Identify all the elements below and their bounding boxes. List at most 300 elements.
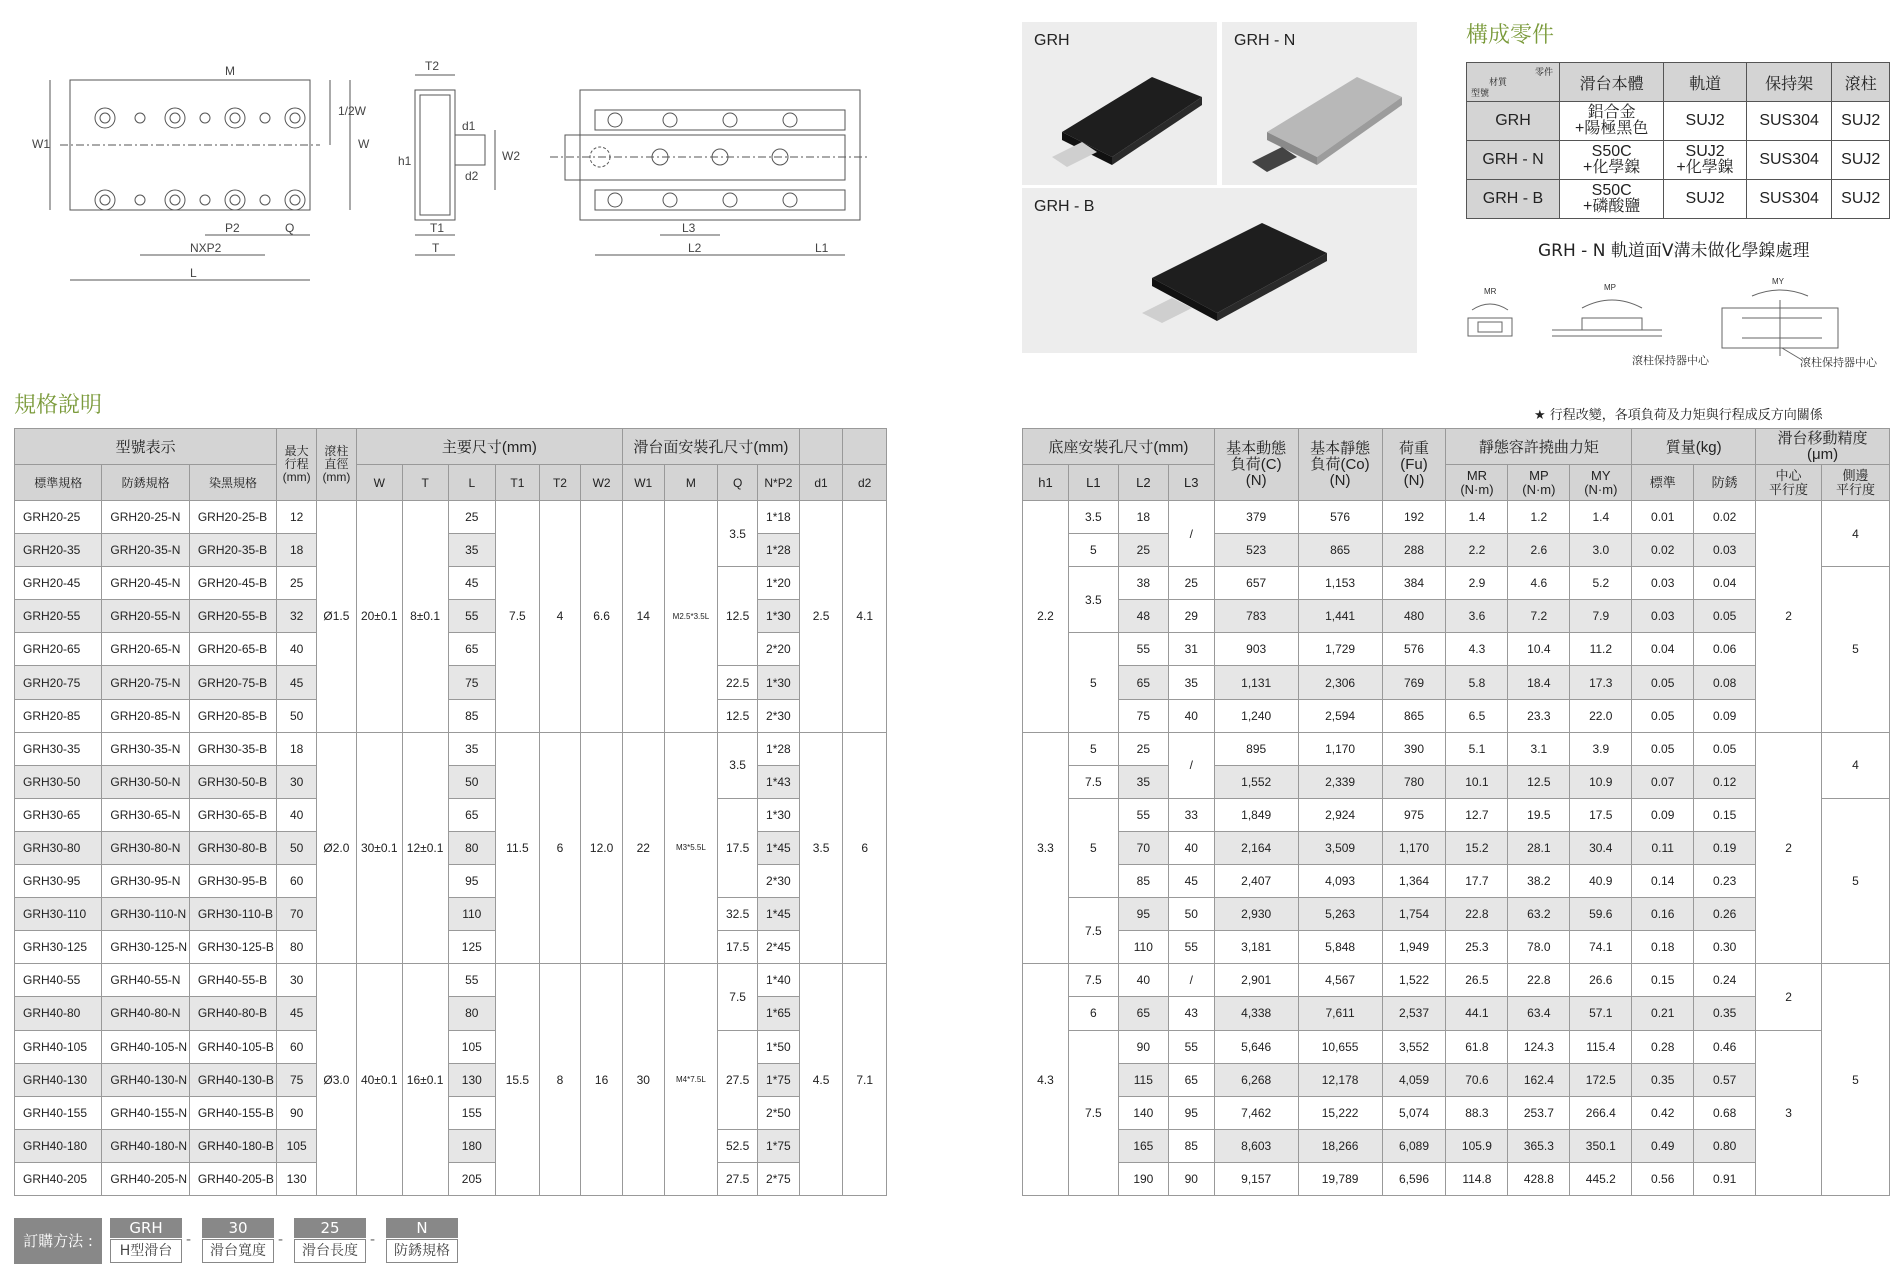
cell-L3: 40 <box>1168 831 1214 864</box>
col-header: MY (N·m) <box>1570 465 1632 501</box>
model-std: GRH30-50 <box>15 765 102 798</box>
cell-C: 1,552 <box>1214 765 1298 798</box>
stroke-cell: 12 <box>277 501 317 534</box>
cell-rust: 0.02 <box>1694 501 1756 534</box>
cell-std: 0.28 <box>1632 1030 1694 1063</box>
cell-std: 0.04 <box>1632 633 1694 666</box>
col-header: h1 <box>1023 465 1069 501</box>
cell-C: 2,407 <box>1214 865 1298 898</box>
cell-rust: 0.24 <box>1694 964 1756 997</box>
cell-center: 2 <box>1756 501 1822 733</box>
cell-M: M2.5*3.5L <box>664 501 718 733</box>
cell-L2: 25 <box>1118 732 1168 765</box>
cell-L2: 190 <box>1118 1162 1168 1195</box>
cell-L3: 85 <box>1168 1129 1214 1162</box>
cell-MY: 350.1 <box>1570 1129 1632 1162</box>
model-rust: GRH20-55-N <box>102 600 189 633</box>
cell-std: 0.42 <box>1632 1096 1694 1129</box>
cell-Q: 22.5 <box>718 666 758 699</box>
cell-L: 205 <box>448 1162 496 1195</box>
cell-side: 5 <box>1822 798 1890 963</box>
cell-MY: 115.4 <box>1570 1030 1632 1063</box>
cell-Q: 3.5 <box>718 501 758 567</box>
cell-Co: 5,848 <box>1298 931 1382 964</box>
cell-MP: 18.4 <box>1508 666 1570 699</box>
col-header: Q <box>718 465 758 501</box>
cell-L: 130 <box>448 1063 496 1096</box>
order-method <box>14 1218 474 1266</box>
cell-L3: 43 <box>1168 997 1214 1030</box>
cell-NP: 1*40 <box>758 964 800 997</box>
table-row <box>15 699 887 732</box>
table-row <box>15 898 887 931</box>
cell-rust: 0.05 <box>1694 732 1756 765</box>
components-note: GRH - N 軌道面V溝未做化學鎳處理 <box>1538 241 1810 261</box>
table-row <box>1023 732 1890 765</box>
cell-MY: 3.9 <box>1570 732 1632 765</box>
col-header: M <box>664 465 718 501</box>
model-rust: GRH20-65-N <box>102 633 189 666</box>
cell-rust: 0.08 <box>1694 666 1756 699</box>
cell-T2: 6 <box>539 732 581 964</box>
cell-MY: 266.4 <box>1570 1096 1632 1129</box>
col-header: MP (N·m) <box>1508 465 1570 501</box>
cell-d1: 2.5 <box>799 501 843 733</box>
cell-W2: 6.6 <box>581 501 623 733</box>
model-black: GRH30-125-B <box>189 931 276 964</box>
cell-NP: 1*50 <box>758 1030 800 1063</box>
order-code: N <box>386 1218 458 1238</box>
comp-header: 滑台本體 <box>1560 63 1664 102</box>
cell-MR: 88.3 <box>1446 1096 1508 1129</box>
stroke-cell: 130 <box>277 1162 317 1195</box>
table-row <box>15 567 887 600</box>
col-header: MR (N·m) <box>1446 465 1508 501</box>
load-table <box>1022 428 1890 1196</box>
model-black: GRH40-155-B <box>189 1096 276 1129</box>
cell-L3: 95 <box>1168 1096 1214 1129</box>
cell-MP: 162.4 <box>1508 1063 1570 1096</box>
model-rust: GRH20-85-N <box>102 699 189 732</box>
cell-L2: 90 <box>1118 1030 1168 1063</box>
cell-L: 85 <box>448 699 496 732</box>
cell-C: 1,240 <box>1214 699 1298 732</box>
model-std: GRH40-205 <box>15 1162 102 1195</box>
model-black: GRH30-35-B <box>189 732 276 765</box>
cell-side: 5 <box>1822 964 1890 1196</box>
cell-std: 0.15 <box>1632 964 1694 997</box>
cell-L: 80 <box>448 997 496 1030</box>
photo-grh-n <box>1222 22 1417 185</box>
moment-mp-label: MP <box>1604 283 1616 292</box>
stroke-cell: 32 <box>277 600 317 633</box>
cell-std: 0.01 <box>1632 501 1694 534</box>
th-stroke: 最大 行程 (mm) <box>277 429 317 501</box>
label-L1: L1 <box>815 241 829 255</box>
cell-center: 3 <box>1756 1030 1822 1195</box>
th-base: 底座安裝孔尺寸(mm) <box>1023 429 1215 465</box>
cell-std: 0.56 <box>1632 1162 1694 1195</box>
cell-MY: 10.9 <box>1570 765 1632 798</box>
cell-NP: 2*30 <box>758 699 800 732</box>
model-black: GRH40-205-B <box>189 1162 276 1195</box>
cell-Co: 1,729 <box>1298 633 1382 666</box>
cell-MR: 105.9 <box>1446 1129 1508 1162</box>
order-desc: H型滑台 <box>110 1239 182 1263</box>
components-table <box>1466 62 1890 219</box>
cell-L: 80 <box>448 831 496 864</box>
spec-section-title: 規格說明 <box>14 393 103 418</box>
model-black: GRH40-130-B <box>189 1063 276 1096</box>
cell-L2: 65 <box>1118 997 1168 1030</box>
table-row <box>15 501 887 534</box>
cell-MR: 4.3 <box>1446 633 1508 666</box>
cell-center: 2 <box>1756 964 1822 1030</box>
comp-model: GRH - N <box>1467 141 1560 180</box>
cell-MY: 40.9 <box>1570 865 1632 898</box>
stroke-cell: 45 <box>277 997 317 1030</box>
slide-product-image <box>1022 22 1217 185</box>
cell-rust: 0.35 <box>1694 997 1756 1030</box>
cell-NP: 1*30 <box>758 666 800 699</box>
cell-NP: 2*75 <box>758 1162 800 1195</box>
cell-C: 7,462 <box>1214 1096 1298 1129</box>
cell-T1: 15.5 <box>496 964 540 1196</box>
cell-C: 9,157 <box>1214 1162 1298 1195</box>
cell-W2: 12.0 <box>581 732 623 964</box>
cell-rust: 0.09 <box>1694 699 1756 732</box>
th-blank <box>843 429 887 465</box>
label-h1: h1 <box>398 154 412 168</box>
cell-std: 0.35 <box>1632 1063 1694 1096</box>
cell-L: 180 <box>448 1129 496 1162</box>
cell-NP: 1*18 <box>758 501 800 534</box>
photo-grh-b <box>1022 188 1417 353</box>
th-main-dim: 主要尺寸(mm) <box>356 429 622 465</box>
model-black: GRH40-180-B <box>189 1129 276 1162</box>
cell-MP: 253.7 <box>1508 1096 1570 1129</box>
cell-L: 95 <box>448 865 496 898</box>
col-header: 側邊 平行度 <box>1822 465 1890 501</box>
cell-L2: 38 <box>1118 567 1168 600</box>
cell-NP: 1*75 <box>758 1129 800 1162</box>
cell-MR: 61.8 <box>1446 1030 1508 1063</box>
cell-MP: 4.6 <box>1508 567 1570 600</box>
cell-MR: 2.2 <box>1446 534 1508 567</box>
cell-L3: 55 <box>1168 931 1214 964</box>
cell-T1: 11.5 <box>496 732 540 964</box>
cell-std: 0.14 <box>1632 865 1694 898</box>
cell-MP: 3.1 <box>1508 732 1570 765</box>
order-label: 訂購方法 : <box>14 1218 102 1264</box>
cell-Co: 2,924 <box>1298 798 1382 831</box>
model-black: GRH30-80-B <box>189 831 276 864</box>
comp-rail: SUJ2 <box>1664 180 1747 219</box>
cell-C: 523 <box>1214 534 1298 567</box>
model-rust: GRH40-80-N <box>102 997 189 1030</box>
cell-MY: 30.4 <box>1570 831 1632 864</box>
cell-Fu: 2,537 <box>1382 997 1446 1030</box>
cell-L1: 3.5 <box>1068 567 1118 633</box>
cell-Co: 15,222 <box>1298 1096 1382 1129</box>
model-std: GRH20-45 <box>15 567 102 600</box>
cell-L3: / <box>1168 964 1214 997</box>
comp-row <box>1467 180 1890 219</box>
cell-Fu: 1,949 <box>1382 931 1446 964</box>
order-code: GRH <box>110 1218 182 1238</box>
cell-L2: 40 <box>1118 964 1168 997</box>
label-d1: d1 <box>462 119 476 133</box>
cell-L2: 18 <box>1118 501 1168 534</box>
cell-Q: 32.5 <box>718 898 758 931</box>
cell-Co: 1,441 <box>1298 600 1382 633</box>
cell-std: 0.03 <box>1632 600 1694 633</box>
cell-NP: 2*30 <box>758 865 800 898</box>
cell-L: 75 <box>448 666 496 699</box>
cell-MP: 7.2 <box>1508 600 1570 633</box>
cell-L2: 55 <box>1118 633 1168 666</box>
model-rust: GRH30-65-N <box>102 798 189 831</box>
cell-d2: 4.1 <box>843 501 887 733</box>
cell-L3: 40 <box>1168 699 1214 732</box>
cell-Fu: 6,089 <box>1382 1129 1446 1162</box>
cell-Fu: 384 <box>1382 567 1446 600</box>
cell-MR: 44.1 <box>1446 997 1508 1030</box>
order-desc: 滑台長度 <box>294 1239 366 1263</box>
cell-Co: 1,153 <box>1298 567 1382 600</box>
cell-MY: 445.2 <box>1570 1162 1632 1195</box>
model-rust: GRH40-55-N <box>102 964 189 997</box>
cell-L: 55 <box>448 600 496 633</box>
col-header: L <box>448 465 496 501</box>
col-header: d2 <box>843 465 887 501</box>
model-black: GRH20-35-B <box>189 534 276 567</box>
cell-std: 0.02 <box>1632 534 1694 567</box>
slide-product-image <box>1022 188 1417 353</box>
model-std: GRH30-35 <box>15 732 102 765</box>
comp-roller: SUJ2 <box>1832 180 1890 219</box>
photo-caption: GRH - B <box>1034 198 1095 215</box>
label-W: W <box>358 137 370 151</box>
th-moment: 靜態容許撓曲力矩 <box>1446 429 1632 465</box>
cell-L2: 55 <box>1118 798 1168 831</box>
cell-Fu: 288 <box>1382 534 1446 567</box>
cell-L: 50 <box>448 765 496 798</box>
cell-MP: 28.1 <box>1508 831 1570 864</box>
cell-MP: 2.6 <box>1508 534 1570 567</box>
model-rust: GRH40-155-N <box>102 1096 189 1129</box>
cell-NP: 2*45 <box>758 931 800 964</box>
cell-MY: 17.5 <box>1570 798 1632 831</box>
order-code: 25 <box>294 1218 366 1238</box>
cell-MR: 15.2 <box>1446 831 1508 864</box>
cell-std: 0.05 <box>1632 666 1694 699</box>
label-L2: L2 <box>688 241 702 255</box>
cell-L1: 6 <box>1068 997 1118 1030</box>
cell-Q: 17.5 <box>718 798 758 897</box>
cell-d2: 6 <box>843 732 887 964</box>
order-code: 30 <box>202 1218 274 1238</box>
cell-W1: 30 <box>622 964 664 1196</box>
cell-Co: 19,789 <box>1298 1162 1382 1195</box>
cell-Co: 1,170 <box>1298 732 1382 765</box>
comp-header: 滾柱 <box>1832 63 1890 102</box>
label-NXP2: NXP2 <box>190 241 222 255</box>
cell-C: 1,849 <box>1214 798 1298 831</box>
cell-L2: 140 <box>1118 1096 1168 1129</box>
th-stat: 基本靜態 負荷(Co) (N) <box>1298 429 1382 501</box>
col-header: T1 <box>496 465 540 501</box>
comp-cage: SUS304 <box>1746 180 1832 219</box>
cell-NP: 1*45 <box>758 898 800 931</box>
order-separator: - <box>186 1232 192 1248</box>
cell-NP: 1*20 <box>758 567 800 600</box>
cell-L: 105 <box>448 1030 496 1063</box>
cell-L1: 7.5 <box>1068 1030 1118 1195</box>
col-header: L3 <box>1168 465 1214 501</box>
cell-Q: 27.5 <box>718 1162 758 1195</box>
model-black: GRH20-25-B <box>189 501 276 534</box>
cell-rust: 0.91 <box>1694 1162 1756 1195</box>
roller-center-label-2: 滾柱保持器中心 <box>1800 357 1877 369</box>
comp-roller: SUJ2 <box>1832 102 1890 141</box>
th-mass: 質量(kg) <box>1632 429 1756 465</box>
cell-MP: 23.3 <box>1508 699 1570 732</box>
cell-W1: 22 <box>622 732 664 964</box>
model-black: GRH40-55-B <box>189 964 276 997</box>
cell-std: 0.09 <box>1632 798 1694 831</box>
th-load: 荷重 (Fu) (N) <box>1382 429 1446 501</box>
cell-MP: 365.3 <box>1508 1129 1570 1162</box>
cell-L2: 165 <box>1118 1129 1168 1162</box>
cell-Q: 27.5 <box>718 1030 758 1129</box>
cell-MY: 59.6 <box>1570 898 1632 931</box>
model-std: GRH30-95 <box>15 865 102 898</box>
model-std: GRH20-75 <box>15 666 102 699</box>
cell-C: 903 <box>1214 633 1298 666</box>
th-model: 型號表示 <box>15 429 277 465</box>
table-row <box>15 732 887 765</box>
table-row <box>15 798 887 831</box>
corner-top: 零件 <box>1534 67 1553 77</box>
cell-Co: 12,178 <box>1298 1063 1382 1096</box>
cell-C: 3,181 <box>1214 931 1298 964</box>
cell-Co: 7,611 <box>1298 997 1382 1030</box>
cell-C: 783 <box>1214 600 1298 633</box>
order-separator: - <box>278 1232 284 1248</box>
cell-C: 2,901 <box>1214 964 1298 997</box>
cell-C: 1,131 <box>1214 666 1298 699</box>
cell-W: 20±0.1 <box>356 501 402 733</box>
comp-body: S50C +磷酸鹽 <box>1560 180 1664 219</box>
cell-MP: 78.0 <box>1508 931 1570 964</box>
model-rust: GRH30-35-N <box>102 732 189 765</box>
model-rust: GRH20-25-N <box>102 501 189 534</box>
cell-Q: 12.5 <box>718 699 758 732</box>
cell-L3: 65 <box>1168 1063 1214 1096</box>
cell-Fu: 975 <box>1382 798 1446 831</box>
table-row <box>1023 501 1890 534</box>
cell-W1: 14 <box>622 501 664 733</box>
cell-MR: 17.7 <box>1446 865 1508 898</box>
label-W1: W1 <box>32 137 50 151</box>
cell-T1: 7.5 <box>496 501 540 733</box>
cell-Fu: 4,059 <box>1382 1063 1446 1096</box>
cell-MP: 63.2 <box>1508 898 1570 931</box>
model-black: GRH20-85-B <box>189 699 276 732</box>
photo-grh <box>1022 22 1217 185</box>
cell-T2: 8 <box>539 964 581 1196</box>
comp-header: 保持架 <box>1746 63 1832 102</box>
label-T1: T1 <box>430 221 445 235</box>
cell-T: 8±0.1 <box>402 501 448 733</box>
label-L: L <box>190 266 197 280</box>
cell-rust: 0.19 <box>1694 831 1756 864</box>
col-header: 標準規格 <box>15 465 102 501</box>
cell-L: 45 <box>448 567 496 600</box>
label-P2: P2 <box>225 221 240 235</box>
cell-std: 0.05 <box>1632 699 1694 732</box>
comp-roller: SUJ2 <box>1832 141 1890 180</box>
cell-rust: 0.03 <box>1694 534 1756 567</box>
col-header: L1 <box>1068 465 1118 501</box>
cell-C: 379 <box>1214 501 1298 534</box>
cell-L2: 65 <box>1118 666 1168 699</box>
col-header: 防銹 <box>1694 465 1756 501</box>
stroke-cell: 50 <box>277 699 317 732</box>
stroke-cell: 70 <box>277 898 317 931</box>
model-std: GRH20-85 <box>15 699 102 732</box>
model-std: GRH20-25 <box>15 501 102 534</box>
table-row <box>15 1129 887 1162</box>
comp-model: GRH - B <box>1467 180 1560 219</box>
cell-std: 0.05 <box>1632 732 1694 765</box>
cell-Co: 18,266 <box>1298 1129 1382 1162</box>
col-header: N*P2 <box>758 465 800 501</box>
cell-rust: 0.23 <box>1694 865 1756 898</box>
model-std: GRH20-35 <box>15 534 102 567</box>
cell-NP: 2*50 <box>758 1096 800 1129</box>
cell-MR: 2.9 <box>1446 567 1508 600</box>
th-dyn: 基本動態 負荷(C) (N) <box>1214 429 1298 501</box>
comp-model: GRH <box>1467 102 1560 141</box>
cell-MR: 114.8 <box>1446 1162 1508 1195</box>
label-M: M <box>225 64 235 78</box>
stroke-note: ★ 行程改變，各項負荷及力矩與行程成反方向關係 <box>1534 408 1823 423</box>
cell-side: 5 <box>1822 567 1890 732</box>
model-black: GRH20-75-B <box>189 666 276 699</box>
cell-L: 125 <box>448 931 496 964</box>
model-std: GRH30-125 <box>15 931 102 964</box>
corner-cell <box>1467 63 1560 102</box>
comp-header: 軌道 <box>1664 63 1747 102</box>
cell-Fu: 390 <box>1382 732 1446 765</box>
cell-MY: 22.0 <box>1570 699 1632 732</box>
cell-Fu: 1,364 <box>1382 865 1446 898</box>
cell-L3: 25 <box>1168 567 1214 600</box>
cell-MR: 26.5 <box>1446 964 1508 997</box>
cell-L: 55 <box>448 964 496 997</box>
col-header: 染黑規格 <box>189 465 276 501</box>
cell-rust: 0.12 <box>1694 765 1756 798</box>
model-std: GRH30-65 <box>15 798 102 831</box>
table-row <box>1023 1030 1890 1063</box>
cell-MR: 22.8 <box>1446 898 1508 931</box>
moment-my-label: MY <box>1772 278 1784 286</box>
table-row <box>15 1030 887 1063</box>
comp-cage: SUS304 <box>1746 102 1832 141</box>
cell-L: 65 <box>448 798 496 831</box>
